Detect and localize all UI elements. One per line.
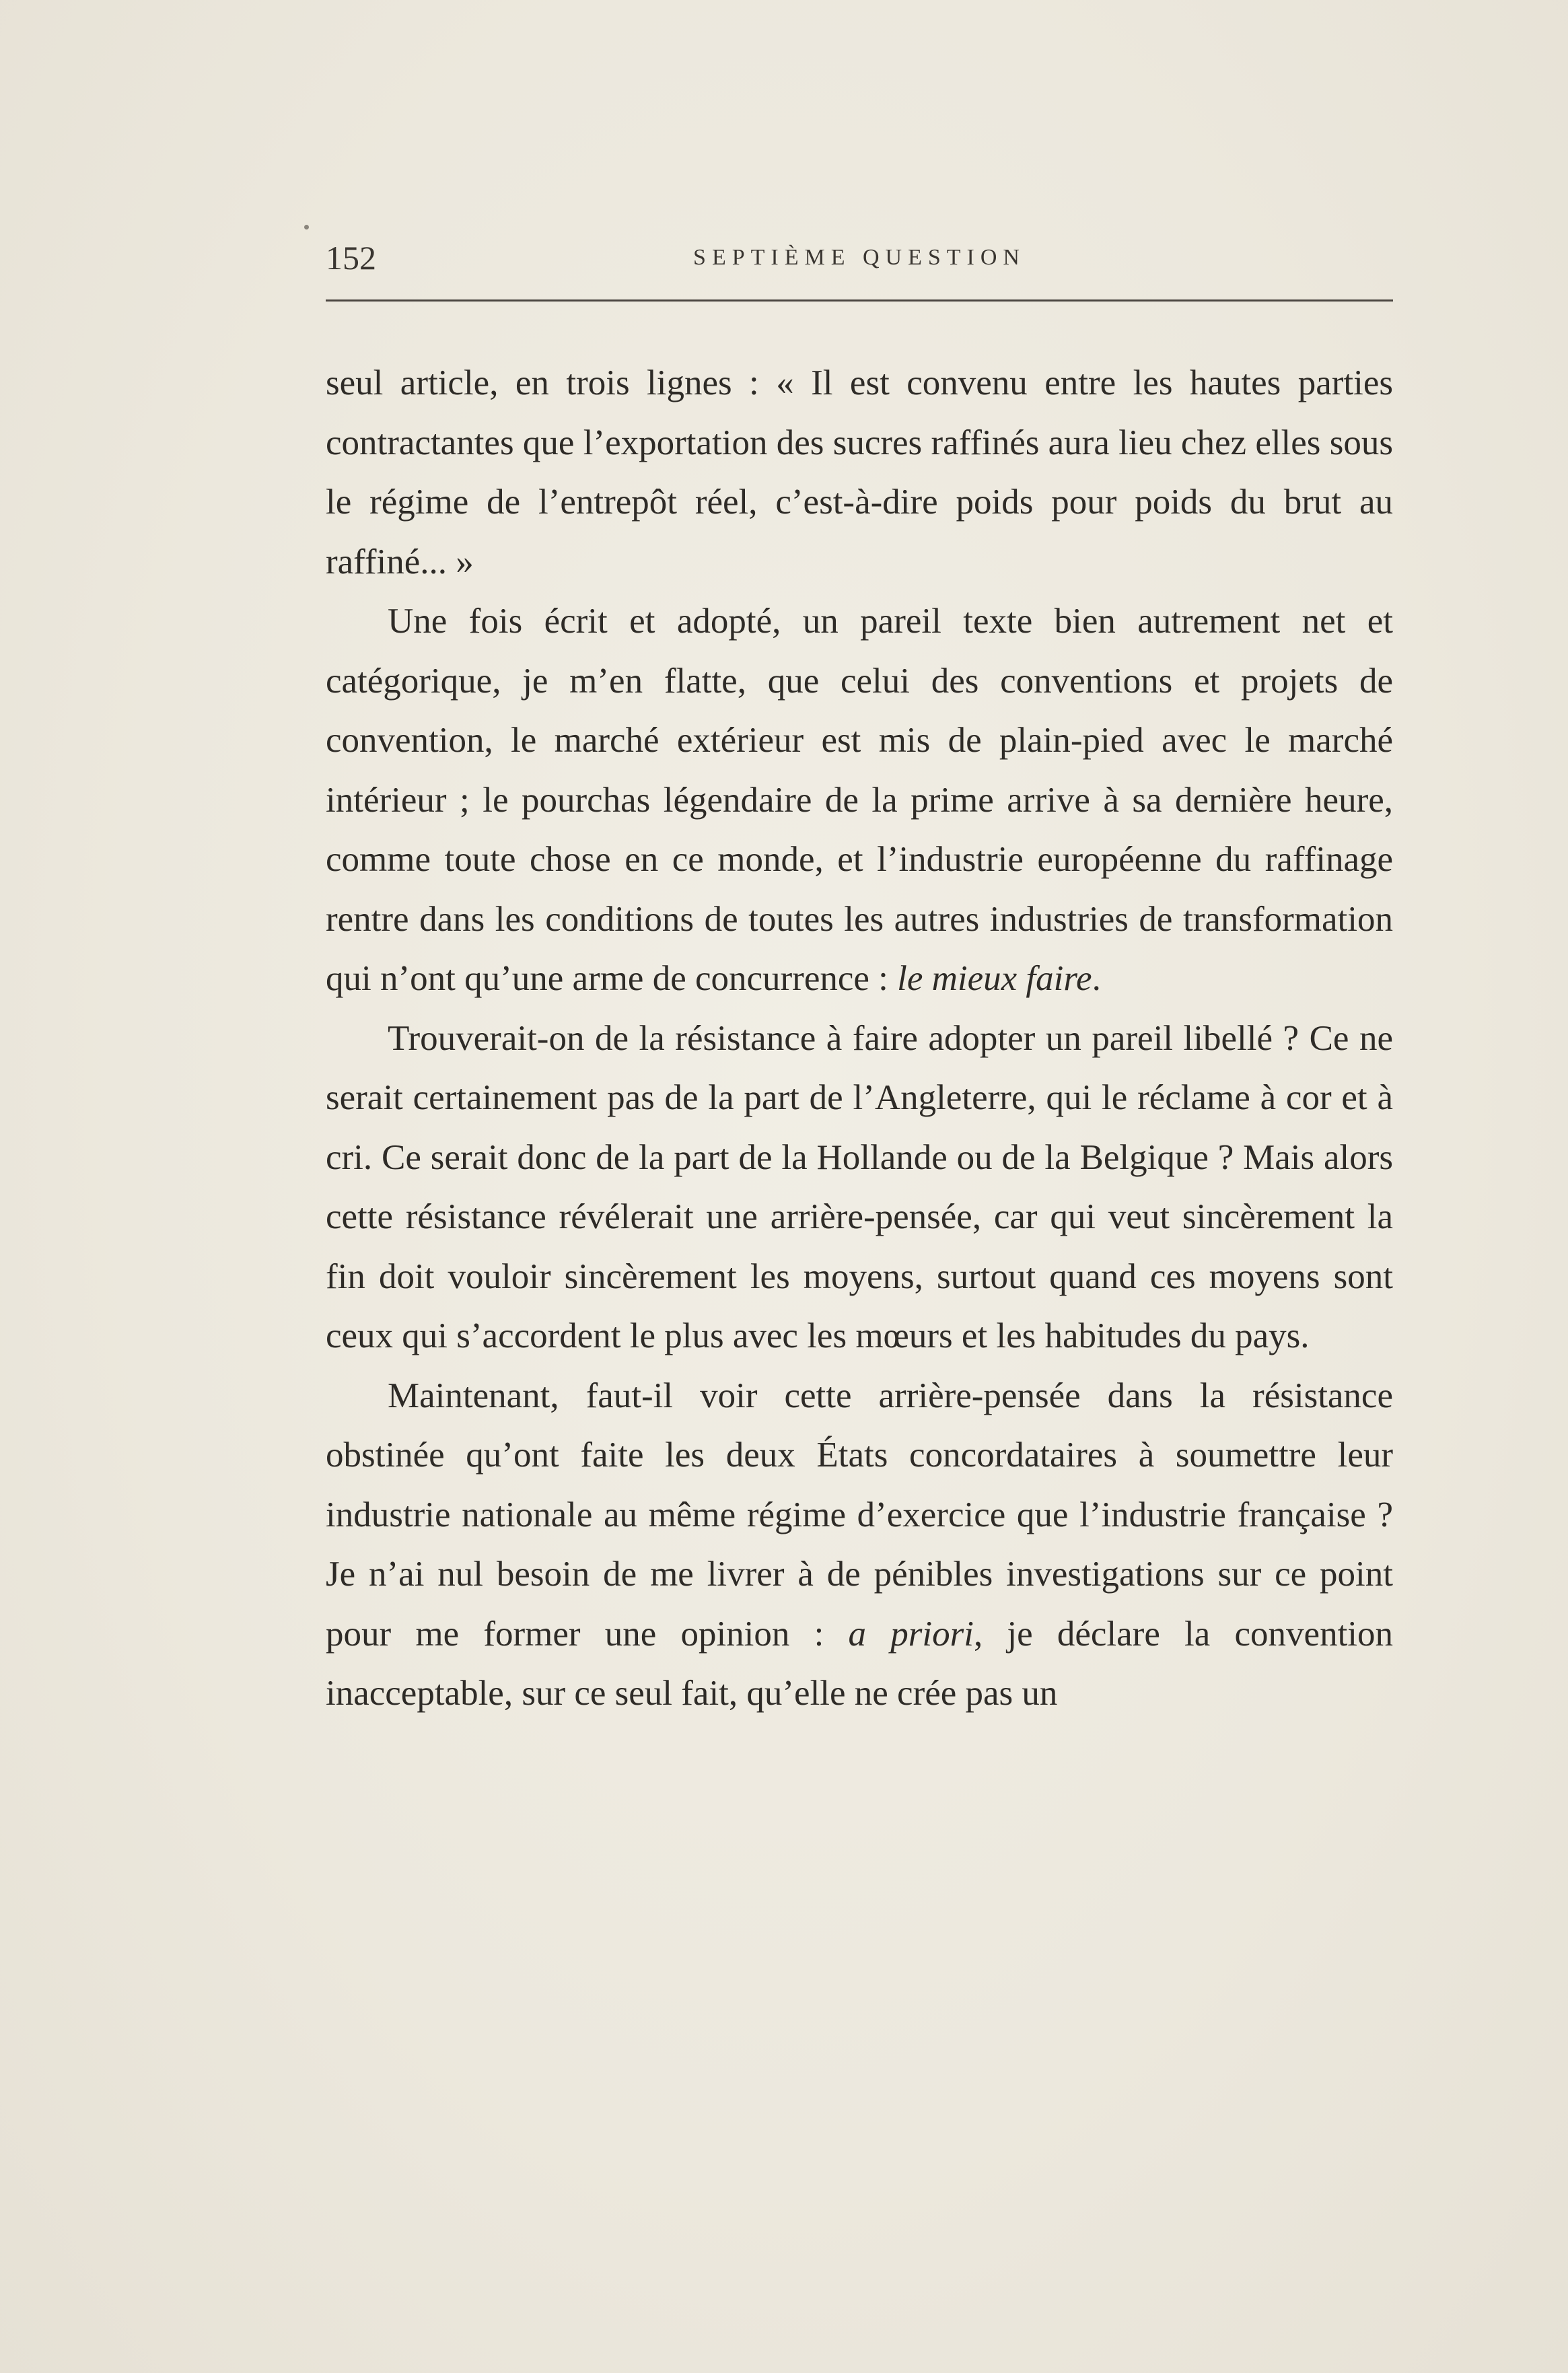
body-text [326, 353, 1393, 1724]
ink-speck [304, 225, 309, 229]
running-head [326, 234, 1393, 281]
paragraph-4-italic: a priori [848, 1614, 974, 1654]
page-number: 152 [326, 239, 376, 277]
paragraph-1-text: seul article, en trois lignes : « Il est convenu entre les hautes parties contractantes que l’exportation des sucres raffinés aura lieu chez elles sous le régime de l’entrepôt réel, c’est-à-dire poids pour poids du brut au raffiné... » [326, 363, 1393, 581]
header-rule [326, 299, 1393, 302]
paragraph-3 [326, 1009, 1393, 1366]
paragraph-1 [326, 353, 1393, 592]
paragraph-2-text: Une fois écrit et adopté, un pareil texte bien autrement net et catégorique, je m’en flatte, que celui des conventions et projets de convention, le marché extérieur est mis de plain-pied avec le marché intérieur ; le pourchas légendaire de la prime arrive à sa dernière heure, comme toute chose en ce monde, et l’industrie européenne du raffinage rentre dans les conditions de toutes les autres industries de transformation qui n’ont qu’une arme de concurrence : [326, 602, 1393, 998]
running-title: SEPTIÈME QUESTION [693, 245, 1026, 270]
paragraph-3-text: Trouverait-on de la résistance à faire adopter un pareil libellé ? Ce ne serait certainement pas de la part de l’Angleterre, qui le réclame à cor et à cri. Ce serait donc de la part de la Hollande ou de la Belgique ? Mais alors cette résistance révélerait une arrière-pensée, car qui veut sincèrement la fin doit vouloir sincèrement les moyens, surtout quand ces moyens sont ceux qui s’accordent le plus avec les mœurs et les habitudes du pays. [326, 1018, 1393, 1355]
paragraph-2 [326, 592, 1393, 1009]
paragraph-2-end: . [1092, 959, 1101, 998]
paragraph-4 [326, 1366, 1393, 1724]
paragraph-4-text: Maintenant, faut-il voir cette arrière-pensée dans la résistance obstinée qu’ont faite les deux États concordataires à soumettre leur industrie nationale au même régime d’exercice que l’industrie française ? Je n’ai nul besoin de me livrer à de pénibles investigations sur ce point pour me former une opinion : [326, 1376, 1393, 1654]
paragraph-4-end: , je déclare la convention inacceptable, sur ce seul fait, qu’elle ne crée pas un [326, 1614, 1394, 1713]
paragraph-2-italic: le mieux faire [897, 959, 1092, 998]
